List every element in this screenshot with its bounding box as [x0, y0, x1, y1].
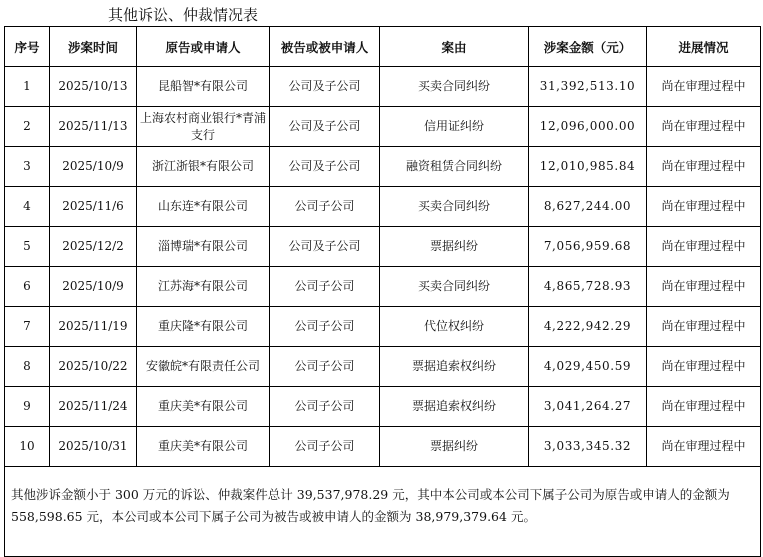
col-header-amount: 涉案金额（元）: [529, 27, 647, 67]
cell-date: 2025/10/9: [50, 147, 137, 187]
cell-amount: 12,096,000.00: [529, 107, 647, 147]
col-header-index: 序号: [5, 27, 50, 67]
cell-cause: 融资租赁合同纠纷: [380, 147, 529, 187]
cell-cause: 代位权纠纷: [380, 307, 529, 347]
cell-index: 9: [5, 387, 50, 427]
cell-status: 尚在审理过程中: [647, 187, 761, 227]
summary-note: 其他涉诉金额小于 300 万元的诉讼、仲裁案件总计 39,537,978.29 元，其中本公司或本公司下属子公司为原告或申请人的金额为 558,598.65 元，本公司或本公司下属子公司为被告或被申请人的金额为 38,979,379.64 元。: [5, 467, 761, 557]
cell-amount: 31,392,513.10: [529, 67, 647, 107]
cell-plaintiff: 重庆美*有限公司: [137, 427, 270, 467]
cell-plaintiff: 重庆美*有限公司: [137, 387, 270, 427]
cell-status: 尚在审理过程中: [647, 67, 761, 107]
table-row: [5, 67, 761, 107]
cell-defendant: 公司子公司: [270, 347, 380, 387]
cell-amount: 12,010,985.84: [529, 147, 647, 187]
table-row: [5, 267, 761, 307]
cell-plaintiff: 重庆隆*有限公司: [137, 307, 270, 347]
cell-index: 8: [5, 347, 50, 387]
col-header-date: 涉案时间: [50, 27, 137, 67]
cell-cause: 票据纠纷: [380, 427, 529, 467]
cell-defendant: 公司及子公司: [270, 67, 380, 107]
cell-index: 4: [5, 187, 50, 227]
header-row: [5, 27, 761, 67]
cell-date: 2025/11/6: [50, 187, 137, 227]
cell-amount: 4,222,942.29: [529, 307, 647, 347]
cell-plaintiff: 山东连*有限公司: [137, 187, 270, 227]
cell-status: 尚在审理过程中: [647, 267, 761, 307]
cell-cause: 买卖合同纠纷: [380, 67, 529, 107]
cell-date: 2025/10/22: [50, 347, 137, 387]
col-header-cause: 案由: [380, 27, 529, 67]
cell-plaintiff: 上海农村商业银行*青浦支行: [137, 107, 270, 147]
cell-date: 2025/11/19: [50, 307, 137, 347]
cell-amount: 3,041,264.27: [529, 387, 647, 427]
cell-defendant: 公司子公司: [270, 387, 380, 427]
table-row: [5, 347, 761, 387]
cell-cause: 票据追索权纠纷: [380, 387, 529, 427]
cell-plaintiff: 昆船智*有限公司: [137, 67, 270, 107]
cell-defendant: 公司及子公司: [270, 107, 380, 147]
cell-cause: 票据纠纷: [380, 227, 529, 267]
cell-status: 尚在审理过程中: [647, 227, 761, 267]
cell-defendant: 公司及子公司: [270, 227, 380, 267]
cell-status: 尚在审理过程中: [647, 427, 761, 467]
cell-amount: 7,056,959.68: [529, 227, 647, 267]
table-caption: 其他诉讼、仲裁情况表: [108, 6, 259, 24]
cell-index: 5: [5, 227, 50, 267]
cell-plaintiff: 浙江浙银*有限公司: [137, 147, 270, 187]
table-row: [5, 307, 761, 347]
note-row: [5, 467, 761, 557]
cell-index: 10: [5, 427, 50, 467]
cell-defendant: 公司子公司: [270, 427, 380, 467]
cell-index: 3: [5, 147, 50, 187]
cell-plaintiff: 安徽皖*有限责任公司: [137, 347, 270, 387]
cell-cause: 信用证纠纷: [380, 107, 529, 147]
cell-status: 尚在审理过程中: [647, 307, 761, 347]
cell-date: 2025/11/24: [50, 387, 137, 427]
cell-amount: 4,029,450.59: [529, 347, 647, 387]
cell-plaintiff: 淄博瑞*有限公司: [137, 227, 270, 267]
table-row: [5, 227, 761, 267]
cell-defendant: 公司子公司: [270, 267, 380, 307]
table-row: [5, 107, 761, 147]
cell-plaintiff: 江苏海*有限公司: [137, 267, 270, 307]
cell-index: 7: [5, 307, 50, 347]
litigation-table: [4, 26, 761, 557]
cell-amount: 4,865,728.93: [529, 267, 647, 307]
cell-index: 1: [5, 67, 50, 107]
cell-status: 尚在审理过程中: [647, 347, 761, 387]
cell-cause: 票据追索权纠纷: [380, 347, 529, 387]
cell-status: 尚在审理过程中: [647, 147, 761, 187]
cell-amount: 3,033,345.32: [529, 427, 647, 467]
cell-date: 2025/10/9: [50, 267, 137, 307]
col-header-defendant: 被告或被申请人: [270, 27, 380, 67]
cell-index: 2: [5, 107, 50, 147]
table-row: [5, 387, 761, 427]
table-row: [5, 427, 761, 467]
cell-date: 2025/10/31: [50, 427, 137, 467]
col-header-plaintiff: 原告或申请人: [137, 27, 270, 67]
cell-cause: 买卖合同纠纷: [380, 187, 529, 227]
col-header-status: 进展情况: [647, 27, 761, 67]
cell-status: 尚在审理过程中: [647, 107, 761, 147]
table-row: [5, 187, 761, 227]
cell-date: 2025/11/13: [50, 107, 137, 147]
cell-cause: 买卖合同纠纷: [380, 267, 529, 307]
cell-index: 6: [5, 267, 50, 307]
cell-defendant: 公司子公司: [270, 307, 380, 347]
cell-defendant: 公司子公司: [270, 187, 380, 227]
table-row: [5, 147, 761, 187]
cell-defendant: 公司及子公司: [270, 147, 380, 187]
table-body: [5, 67, 761, 557]
cell-date: 2025/12/2: [50, 227, 137, 267]
cell-status: 尚在审理过程中: [647, 387, 761, 427]
cell-amount: 8,627,244.00: [529, 187, 647, 227]
cell-date: 2025/10/13: [50, 67, 137, 107]
